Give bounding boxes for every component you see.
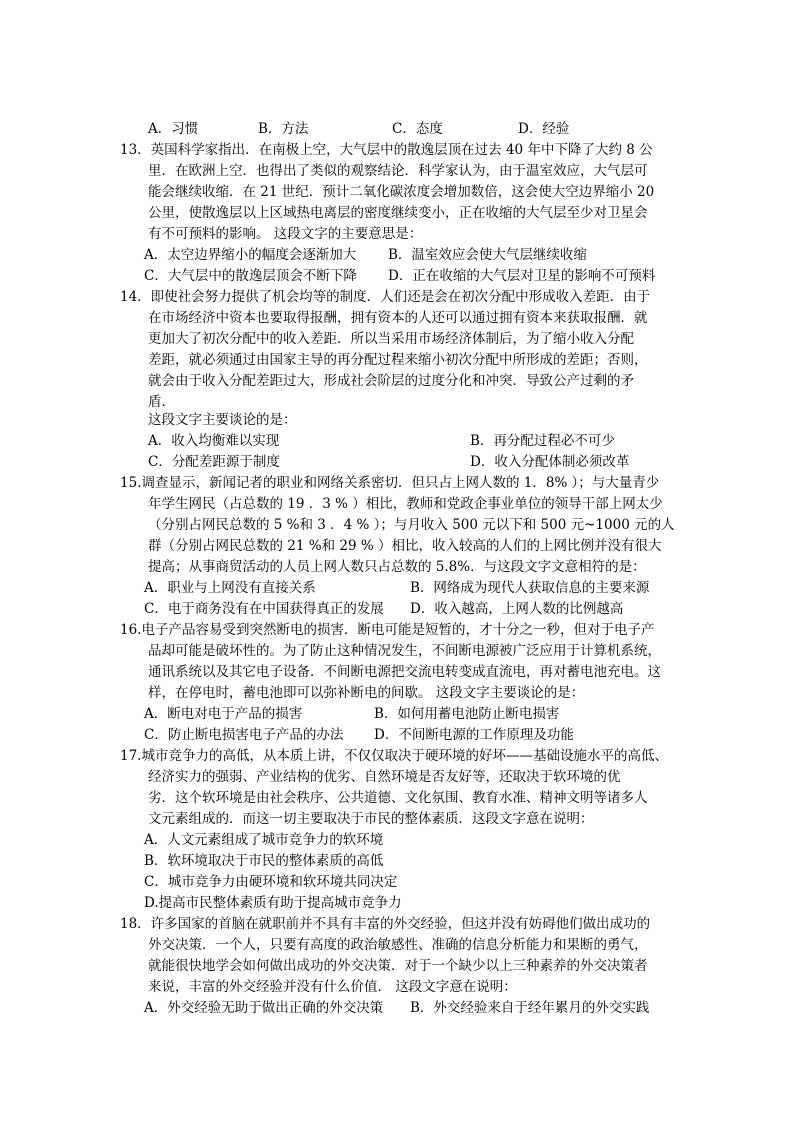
q15-option-d: D．收入越高，上网人数的比例越高 xyxy=(410,601,624,617)
q12-option-b: B．方法 xyxy=(258,121,309,137)
q12-option-c: C．态度 xyxy=(392,121,443,137)
q14-stem-line: 就会由于收入分配差距过大，形成社会阶层的过度分化和冲突．导致公产过剩的矛 xyxy=(148,373,634,389)
q16-stem-line: 通讯系统以及其它电子设备．不间断电源把交流电转变成直流电，再对蓄电池充电。这 xyxy=(148,664,661,680)
q16-option-b: B．如何用蓄电池防止断电损害 xyxy=(374,706,560,722)
q13-stem-line: 13．英国科学家指出．在南极上空，大气层中的散逸层顶在过去 40 年中下降了大约 8 公 xyxy=(120,142,653,158)
q16-option-a: A．断电对电于产品的损害 xyxy=(144,706,303,722)
q17-option-c: C．城市竞争力由硬环境和软环境共同决定 xyxy=(144,874,398,890)
q14-stem-line: 在市场经济中资本也要取得报酬，拥有资本的人还可以通过拥有资本来获取报酬．就 xyxy=(148,310,648,326)
q14-stem-line: 更加大了初次分配中的收入差距．所以当采用市场经济体制后，为了缩小收入分配 xyxy=(148,331,634,347)
q14-stem-line: 差距，就必须通过由国家主导的再分配过程来缩小初次分配中所形成的差距；否则， xyxy=(148,352,648,368)
q13-stem-line: 有不可预料的影响。 这段文字的主要意思是： xyxy=(148,226,423,242)
q18-stem-line: 来说，丰富的外交经验并没有什么价值． 这段文字意在说明： xyxy=(148,979,517,995)
q18-option-b: B．外交经验来自于经年累月的外交实践 xyxy=(410,1000,650,1016)
q17-option-a: A．人文元素组成了城市竞争力的软环境 xyxy=(144,832,384,848)
q14-option-b: B．再分配过程必不可少 xyxy=(470,433,615,449)
q16-option-c: C．防止断电损害电子产品的办法 xyxy=(144,727,344,743)
q13-option-a: A．太空边界缩小的幅度会逐渐加大 xyxy=(144,247,357,263)
q15-stem-line: 提高；从事商贸活动的人员上网人数只占总数的 5.8%．与这段文字文意相符的是： xyxy=(148,559,646,575)
q16-stem-line: 品却可能是破坏性的。为了防止这种情况发生，不间断电源被广泛应用于计算机系统， xyxy=(148,643,661,659)
q16-stem-line: 样，在停电时，蓄电池即可以弥补断电的间歇。 这段文字主要谈论的是： xyxy=(148,685,585,701)
q14-question: 这段文字主要谈论的是： xyxy=(148,412,297,428)
q14-option-d: D．收入分配体制必须改革 xyxy=(470,454,630,470)
q18-option-a: A．外交经验无助于做出正确的外交决策 xyxy=(144,1000,384,1016)
q14-stem-line: 盾． xyxy=(148,394,175,410)
q17-stem-line: 劣．这个软环境是由社会秩序、公共道德、文化氛围、教育水准、精神文明等诸多人 xyxy=(148,790,648,806)
q16-stem-line: 16.电子产品容易受到突然断电的损害．断电可能是短暂的，才十分之一秒，但对于电子产 xyxy=(120,622,655,638)
q13-stem-line: 公里，使散逸层以上区域热电离层的密度继续变小，正在收缩的大气层至少对卫星会 xyxy=(148,205,648,221)
q15-stem-line: 15.调查显示，新闻记者的职业和网络关系密切．但只占上网人数的 1．8% ）；与大量青少 xyxy=(120,475,660,491)
q15-stem-line: 群（分别占网民总数的 21 %和 29 % ）相比，收入较高的人们的上网比例并没有很大 xyxy=(148,538,662,554)
q12-option-d: D．经验 xyxy=(518,121,570,137)
q15-option-c: C．电于商务没有在中国获得真正的发展 xyxy=(144,601,384,617)
q14-option-c: C．分配差距源于制度 xyxy=(148,454,280,470)
q15-stem-line: 年学生网民（占总数的 19 ．3 % ）相比，教师和党政企事业单位的领导干部上网太少 xyxy=(148,496,663,512)
q17-stem-line: 文元素组成的．而这一切主要取决于市民的整体素质．这段文字意在说明： xyxy=(148,811,594,827)
q12-option-a: A．习惯 xyxy=(148,121,199,137)
q18-stem-line: 外交决策．一个人，只要有高度的政治敏感性、准确的信息分析能力和果断的勇气， xyxy=(148,937,648,953)
q17-stem-line: 17.城市竞争力的高低，从本质上讲，不仅仅取决于硬环境的好坏——基础设施水平的高低、 xyxy=(120,748,668,764)
q18-stem-line: 就能很快地学会如何做出成功的外交决策．对于一个缺少以上三种素养的外交决策者 xyxy=(148,958,648,974)
q17-option-b: B．软环境取决于市民的整体素质的高低 xyxy=(144,853,384,869)
q13-stem-line: 里．在欧洲上空．也得出了类似的观察结论．科学家认为，由于温室效应，大气层可 xyxy=(148,163,648,179)
q15-option-a: A．职业与上网没有直接关系 xyxy=(144,580,316,596)
q13-option-c: C．大气层中的散逸层顶会不断下降 xyxy=(144,268,357,284)
q15-stem-line: （分别占网民总数的 5 %和 3 ．4 % ）；与月收入 500 元以下和 500 元~1000 元的人 xyxy=(148,517,675,533)
q17-option-d: D.提高市民整体素质有助于提高城市竞争力 xyxy=(144,895,402,911)
q13-option-d: D．正在收缩的大气层对卫星的影响不可预料 xyxy=(388,268,656,284)
q15-option-b: B．网络成为现代人获取信息的主要来源 xyxy=(410,580,650,596)
q13-option-b: B．温室效应会使大气层继续收缩 xyxy=(388,247,587,263)
q14-option-a: A．收入均衡难以实现 xyxy=(148,433,280,449)
q14-stem-line: 14．即使社会努力提供了机会均等的制度．人们还是会在初次分配中形成收入差距．由于 xyxy=(120,289,651,305)
q17-stem-line: 经济实力的强弱、产业结构的优劣、自然环境是否友好等，还取决于软环境的优 xyxy=(148,769,621,785)
q16-option-d: D．不间断电源的工作原理及功能 xyxy=(374,727,574,743)
q18-stem-line: 18．许多国家的首脑在就职前并不具有丰富的外交经验，但这并没有妨碍他们做出成功的 xyxy=(120,916,651,932)
q13-stem-line: 能会继续收缩．在 21 世纪．预计二氧化碳浓度会增加数倍，这会使大空边界缩小 20 xyxy=(148,184,655,200)
